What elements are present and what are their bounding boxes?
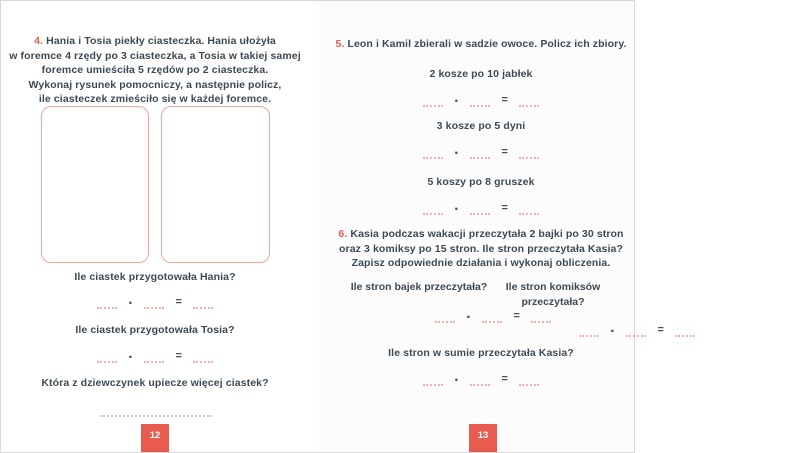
equation-blank-product[interactable] [193,349,213,363]
hania-equation [1,293,309,312]
tales-column [339,280,520,326]
task-text: Hania i Tosia piekły ciasteczka. Hania ułożyła [46,35,276,47]
answer-line[interactable] [100,405,212,417]
equation-blank-factor1[interactable] [423,201,443,215]
task-text-line: foremce umieściła 5 rzędów po 2 ciasteczka. [41,64,269,76]
equals-operator: = [657,324,664,336]
question-comics: Ile stron komiksów przeczytała? [505,281,601,308]
equation-blank-factor2[interactable] [470,145,490,159]
page-number-tab: 12 [141,424,169,452]
task-6-text [327,227,635,271]
equation-blank-result[interactable] [519,372,539,386]
multiply-operator: · [128,295,134,312]
question-hania: Ile ciastek przygotowała Hania? [74,271,236,283]
equation-blank-factor2[interactable] [470,93,490,107]
multiply-operator: · [466,308,472,326]
equation-blank-factor1[interactable] [423,145,443,159]
question-total: Ile stron w sumie przeczytała Kasia? [388,347,574,359]
task-text-line: Wykonaj rysunek pomocniczy, a następnie policz, [28,78,282,91]
item-pumpkins: 3 kosze po 5 dyni [436,120,526,132]
equation-blank-product[interactable] [519,145,539,159]
task-text-line: oraz 3 komiksy po 15 stron. Ile stron przeczytała Kasia? [339,242,623,255]
multiply-operator: · [128,349,134,366]
pears-equation [327,199,635,218]
item-pears: 5 koszy po 8 gruszek [427,176,535,188]
page-number-tab: 13 [469,424,497,452]
comics-column [483,280,664,340]
equals-operator: = [501,94,508,106]
hania-drawing-box[interactable] [41,106,149,263]
task-text-line [1,34,309,49]
equals-operator: = [501,202,508,214]
page-13 [319,1,664,452]
equation-blank-product[interactable] [193,295,213,309]
equation-blank-factor1[interactable] [423,93,443,107]
pumpkins-equation [327,143,635,162]
question-tales: Ile stron bajek przeczytała? [350,281,488,293]
task-text-line: w foremce 4 rzędy po 3 ciasteczka, a Tosia w takiej samej [9,49,301,62]
task-4-text [1,34,309,107]
multiply-operator: · [454,372,460,389]
task-text-line: Zapisz odpowiednie działania i wykonaj obliczenia. [351,257,611,269]
equation-blank-term2[interactable] [470,372,490,386]
task-5-number: 5. [335,38,345,50]
equation-blank-factor2[interactable] [470,201,490,215]
equation-blank-product[interactable] [519,93,539,107]
equals-operator: = [513,309,520,322]
equation-blank-term1[interactable] [423,372,443,386]
equals-operator: = [175,296,182,308]
task-5-text [327,37,635,52]
equation-blank-factor2[interactable] [626,323,646,337]
task-text: Kasia podczas wakacji przeczytała 2 bajki po 30 stron [350,228,624,240]
task-4-number: 4. [34,35,44,47]
apples-equation [327,91,635,110]
task-text-line [327,227,635,242]
page-12 [1,1,319,452]
equation-blank-product[interactable] [675,323,695,337]
multiply-operator: · [454,201,460,218]
multiply-operator: · [454,145,460,162]
equation-blank-product[interactable] [519,201,539,215]
multiply-operator: · [454,93,460,110]
equation-blank-factor2[interactable] [144,349,164,363]
equals-operator: = [501,373,508,385]
equation-blank-factor1[interactable] [435,309,455,323]
comics-equation [483,321,791,340]
total-equation [327,370,635,389]
question-tosia: Ile ciastek przygotowała Tosia? [75,324,235,336]
equals-operator: = [501,146,508,158]
equation-blank-factor1[interactable] [97,295,117,309]
equation-blank-factor1[interactable] [97,349,117,363]
equals-operator: = [175,350,182,362]
tosia-drawing-box[interactable] [161,106,270,263]
task-text-line: ile ciasteczek zmieściło się w każdej foremce. [38,93,272,105]
equation-blank-factor1[interactable] [579,323,599,337]
question-compare: Która z dziewczynek upiecze więcej ciastek? [41,377,269,389]
tosia-equation [1,347,309,366]
equation-blank-factor2[interactable] [144,295,164,309]
multiply-operator: · [610,323,616,340]
task-6-number: 6. [338,228,348,240]
item-apples: 2 kosze po 10 jabłek [429,68,533,80]
task-text: Leon i Kamil zbierali w sadzie owoce. Policz ich zbiory. [347,38,627,50]
